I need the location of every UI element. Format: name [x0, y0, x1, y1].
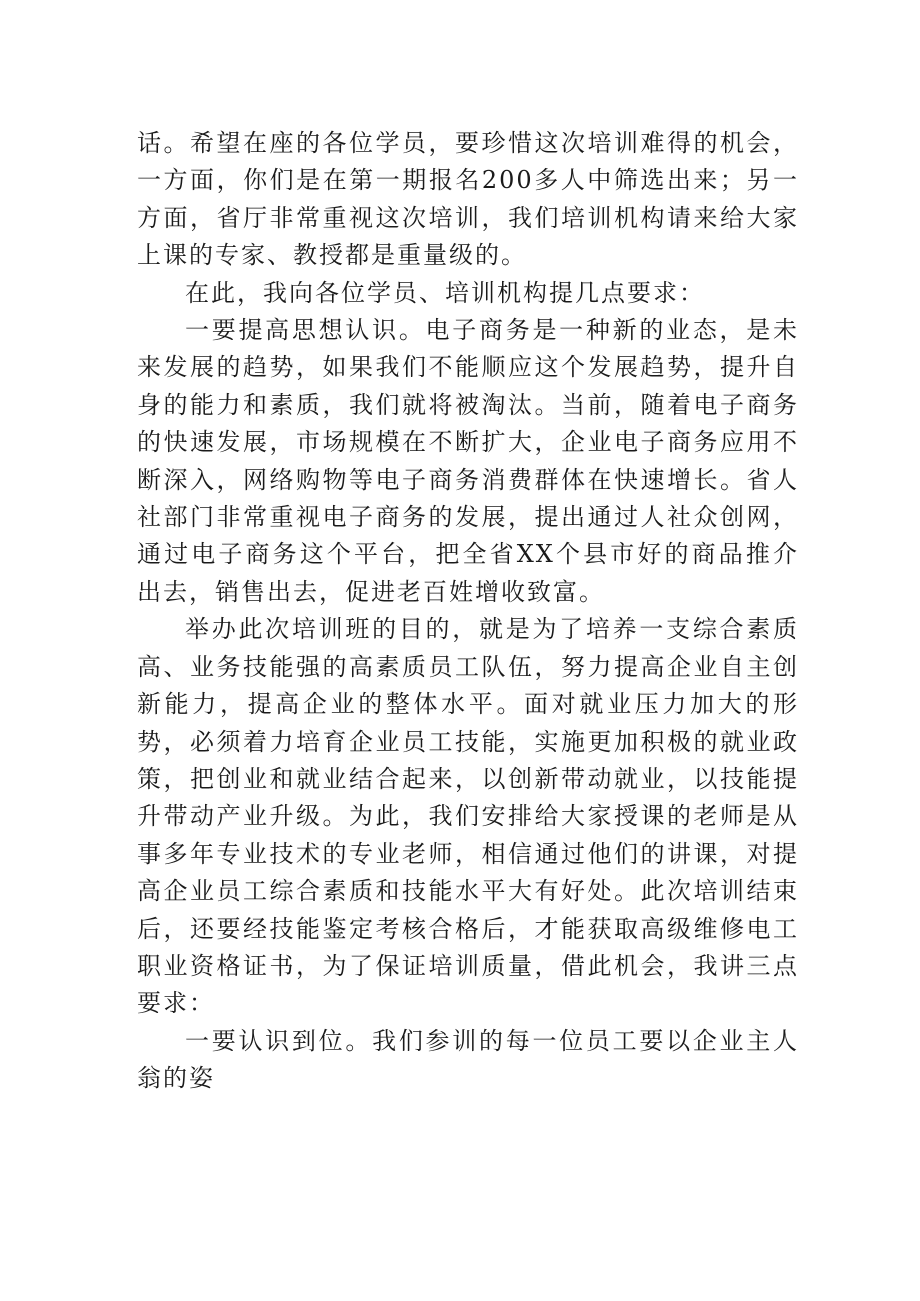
paragraph-continuation: 话。希望在座的各位学员，要珍惜这次培训难得的机会，一方面，你们是在第一期报名200多人中筛选出来；另一方面，省厅非常重视这次培训，我们培训机构请来给大家上课的专家、教授都是重量级的。 [137, 129, 799, 270]
paragraph-training-purpose: 举办此次培训班的目的，就是为了培养一支综合素质高、业务技能强的高素质员工队伍，努力提高企业自主创新能力，提高企业的整体水平。面对就业压力加大的形势，必须着力培育企业员工技能，实施更加积极的就业政策，把创业和就业结合起来，以创新带动就业，以技能提升带动产业升级。为此，我们安排给大家授课的老师是从事多年专业技术的专业老师，相信通过他们的讲课，对提高企业员工综合素质和技能水平大有好处。此次培训结束后，还要经技能鉴定考核合格后，才能获取高级维修电工职业资格证书，为了保证培训质量，借此机会，我讲三点要求： [137, 615, 799, 1018]
paragraph-requirements-intro: 在此，我向各位学员、培训机构提几点要求： [185, 278, 705, 307]
paragraph-awareness-requirement: 一要认识到位。我们参训的每一位员工要以企业主人翁的姿 [137, 1026, 799, 1093]
paragraph-first-requirement: 一要提高思想认识。电子商务是一种新的业态，是未来发展的趋势，如果我们不能顺应这个发展趋势，提升自身的能力和素质，我们就将被淘汰。当前，随着电子商务的快速发展，市场规模在不断扩大，企业电子商务应用不断深入，网络购物等电子商务消费群体在快速增长。省人社部门非常重视电子商务的发展，提出通过人社众创网，通过电子商务这个平台，把全省XX个县市好的商品推介出去，销售出去，促进老百姓增收致富。 [137, 316, 799, 606]
document-body [137, 125, 799, 1098]
